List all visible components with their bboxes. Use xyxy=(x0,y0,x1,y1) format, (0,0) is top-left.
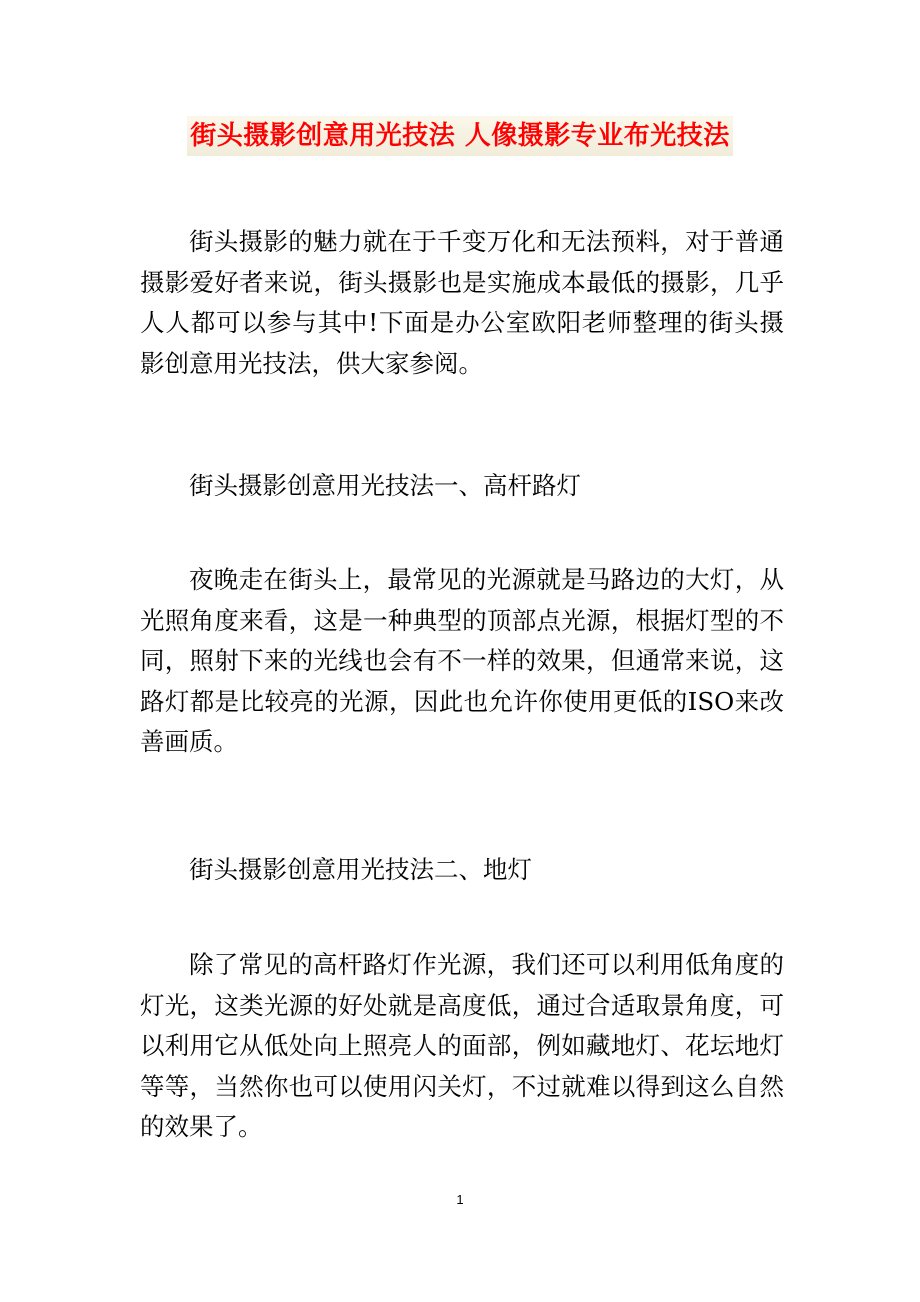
ground-light-paragraph: 除了常见的高杆路灯作光源，我们还可以利用低角度的灯光，这类光源的好处就是高度低，通过合适取景角度，可以利用它从低处向上照亮人的面部，例如藏地灯、花坛地灯等等，当然你也可以使用闪关灯，不过就难以得到这么自然的效果了。 xyxy=(140,950,784,1141)
title-container xyxy=(0,116,920,156)
street-lamp-paragraph: 夜晚走在街头上，最常见的光源就是马路边的大灯，从光照角度来看，这是一种典型的顶部点光源，根据灯型的不同，照射下来的光线也会有不一样的效果，但通常来说，这路灯都是比较亮的光源，因此也允许你使用更低的ISO来改善画质。 xyxy=(140,565,784,756)
page-number: 1 xyxy=(456,1192,464,1207)
intro-paragraph: 街头摄影的魅力就在于千变万化和无法预料，对于普通摄影爱好者来说，街头摄影也是实施成本最低的摄影，几乎人人都可以参与其中!下面是办公室欧阳老师整理的街头摄影创意用光技法，供大家参阅。 xyxy=(140,227,784,378)
section-heading-street-lamp: 街头摄影创意用光技法一、高杆路灯 xyxy=(189,471,581,500)
section-heading-ground-light: 街头摄影创意用光技法二、地灯 xyxy=(189,855,532,884)
document-title: 街头摄影创意用光技法 人像摄影专业布光技法 xyxy=(187,116,733,156)
